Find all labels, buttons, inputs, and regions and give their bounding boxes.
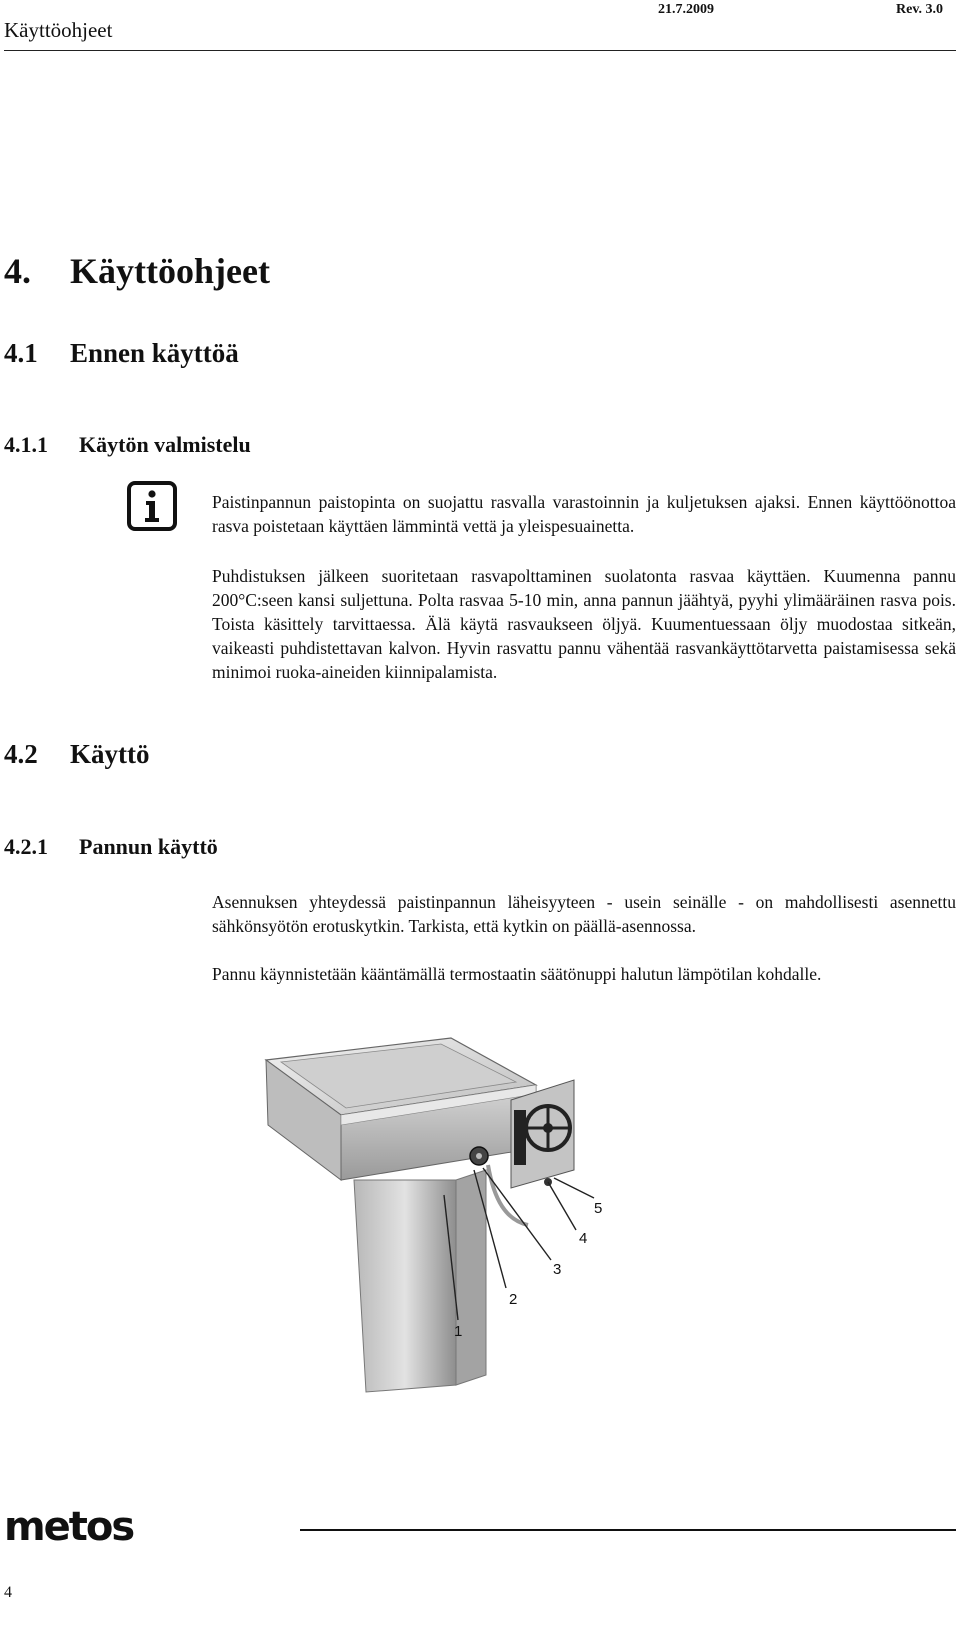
section-heading-4-1 bbox=[4, 338, 239, 369]
section-heading-4-2 bbox=[4, 739, 149, 770]
info-icon bbox=[126, 480, 178, 532]
usage-paragraph-1: Asennuksen yhteydessä paistinpannun läheisyyteen - usein seinälle - on mahdollisesti asennettu sähkönsyötön erotuskytkin. Tarkista, että kytkin on päällä-asennossa. bbox=[212, 892, 956, 936]
callout-label: 3 bbox=[553, 1261, 562, 1278]
section-title: Käyttö bbox=[70, 739, 150, 769]
preparation-paragraph-1: Paistinpannun paistopinta on suojattu rasvalla varastoinnin ja kuljetuksen ajaksi. Ennen käyttöönottoa rasva poistetaan käyttäen lämmintä vettä ja yleispesuainetta. bbox=[212, 492, 956, 536]
page-number: 4 bbox=[4, 1584, 12, 1601]
section-number: 4.2 bbox=[4, 739, 38, 769]
header-revision: Rev. 3.0 bbox=[896, 2, 944, 17]
usage-paragraph-2: Pannu käynnistetään kääntämällä termostaatin säätönuppi halutun lämpötilan kohdalle. bbox=[212, 964, 822, 984]
subsection-title: Käytön valmistelu bbox=[79, 432, 251, 457]
subsection-heading-4-1-1 bbox=[4, 432, 251, 458]
header-divider bbox=[4, 50, 956, 51]
section-title: Ennen käyttöä bbox=[70, 338, 239, 368]
callout-label: 5 bbox=[594, 1200, 603, 1217]
chapter-number: 4. bbox=[4, 251, 31, 291]
logo-wordmark: metos bbox=[4, 1510, 134, 1544]
chapter-title: Käyttöohjeet bbox=[70, 251, 270, 291]
running-header-title: Käyttöohjeet bbox=[4, 18, 113, 42]
section-number: 4.1 bbox=[4, 338, 38, 368]
header-date: 21.7.2009 bbox=[658, 2, 714, 17]
callout-label: 2 bbox=[509, 1291, 518, 1308]
subsection-heading-4-2-1 bbox=[4, 834, 218, 860]
callout-label: 1 bbox=[454, 1323, 463, 1340]
footer-divider bbox=[300, 1529, 956, 1531]
chapter-heading bbox=[4, 250, 270, 292]
subsection-number: 4.2.1 bbox=[4, 834, 48, 859]
preparation-paragraph-2: Puhdistuksen jälkeen suoritetaan rasvapolttaminen suolatonta rasvaa käyttäen. Kuumenna pannu 200°C:seen kansi suljettuna. Polta rasvaa 5-10 min, anna pannun jäähtyä, pyyhi ylimääräinen rasva pois. Toista käsittely tarvittaessa. Älä käytä rasvaukseen öljyä. Kuumentuessaan öljy muodostaa sitkeän, vaikeasti puhdistettavan kalvon. Hyvin rasvattu pannu vähentää rasvankäyttötarvetta paistamisessa sekä minimoi ruoka-aineiden kiinnipalamista. bbox=[212, 566, 956, 682]
subsection-number: 4.1.1 bbox=[4, 432, 48, 457]
subsection-title: Pannun käyttö bbox=[79, 834, 218, 859]
frying-pan-illustration bbox=[236, 1030, 636, 1400]
callout-label: 4 bbox=[579, 1230, 588, 1247]
metos-logo bbox=[4, 1510, 214, 1544]
